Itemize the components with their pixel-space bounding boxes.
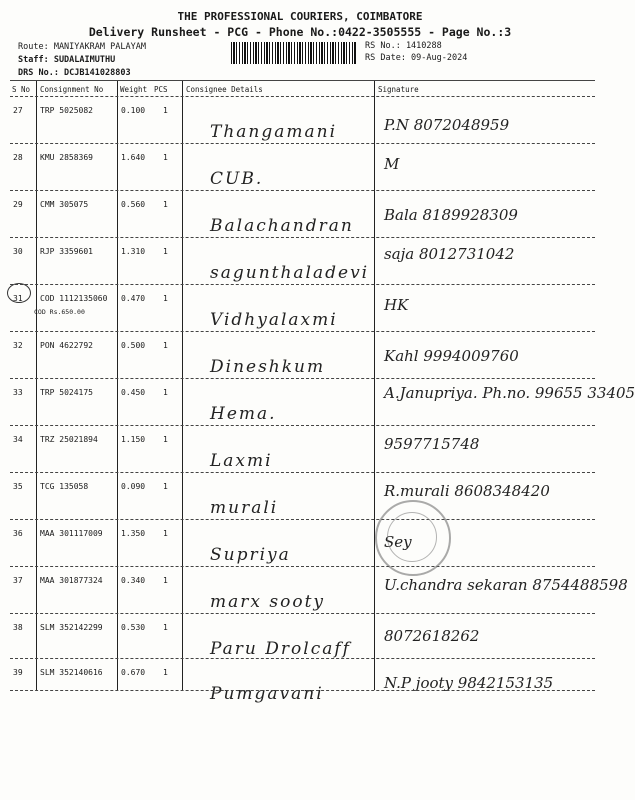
row-pcs: 1 — [163, 247, 168, 256]
staff-label: Staff: SUDALAIMUTHU — [18, 55, 116, 65]
runsheet-title: Delivery Runsheet - PCG - Phone No.:0422-3505555 - Page No.:3 — [88, 25, 512, 39]
row-signature: Bala 8189928309 — [384, 206, 518, 224]
row-pcs: 1 — [163, 388, 168, 397]
row-consignment-no: COD 1112135060 — [40, 294, 108, 303]
column-divider — [36, 80, 37, 690]
row-sno: 28 — [13, 153, 23, 162]
column-header-sno: S No — [12, 85, 31, 94]
row-signature: P.N 8072048959 — [384, 116, 510, 134]
row-weight: 1.640 — [121, 153, 146, 162]
cod-circle — [7, 283, 31, 303]
row-pcs: 1 — [163, 529, 168, 538]
row-signature: Kahl 9994009760 — [384, 347, 519, 365]
row-signature: U.chandra sekaran 8754488598 — [384, 576, 628, 594]
row-weight: 0.450 — [121, 388, 146, 397]
row-consignee: Laxmi — [210, 451, 273, 471]
row-consignment-no: TRP 5025082 — [40, 106, 93, 115]
row-signature: 8072618262 — [384, 627, 480, 645]
row-pcs: 1 — [163, 623, 168, 632]
column-divider — [117, 80, 118, 690]
row-consignee: Dineshkum — [210, 357, 326, 377]
row-weight: 0.090 — [121, 482, 146, 491]
row-consignee: Vidhyalaxmi — [210, 310, 338, 330]
row-consignment-no: TRZ 25021894 — [40, 435, 98, 444]
row-sno: 29 — [13, 200, 23, 209]
row-weight: 0.470 — [121, 294, 146, 303]
row-weight: 1.350 — [121, 529, 146, 538]
row-pcs: 1 — [163, 668, 168, 677]
column-header-consignee: Consignee Details — [186, 85, 263, 94]
row-signature: R.murali 8608348420 — [384, 482, 550, 500]
row-signature: Sey — [384, 533, 412, 551]
rs-number: RS No.: 1410288 — [365, 41, 442, 51]
row-pcs: 1 — [163, 153, 168, 162]
row-sno: 27 — [13, 106, 23, 115]
route-label: Route: MANIYAKRAM PALAYAM — [18, 42, 146, 52]
row-consignee: murali — [210, 498, 279, 518]
row-sno: 34 — [13, 435, 23, 444]
barcode — [231, 42, 356, 64]
column-header-pcs: PCS — [154, 85, 168, 94]
row-sno: 36 — [13, 529, 23, 538]
row-weight: 0.670 — [121, 668, 146, 677]
row-divider — [10, 613, 595, 614]
company-stamp — [375, 500, 451, 576]
row-signature: saja 8012731042 — [384, 245, 515, 263]
row-consignee: Balachandran — [210, 216, 354, 236]
row-consignee: Paru Drolcaff — [210, 639, 351, 659]
row-consignment-no: MAA 301117009 — [40, 529, 103, 538]
header-rule — [10, 80, 595, 81]
row-consignee: sagunthaladevi — [210, 263, 370, 283]
row-pcs: 1 — [163, 482, 168, 491]
row-consignment-no: KMU 2858369 — [40, 153, 93, 162]
row-consignment-no: RJP 3359601 — [40, 247, 93, 256]
row-pcs: 1 — [163, 435, 168, 444]
company-title: THE PROFESSIONAL COURIERS, COIMBATORE — [177, 10, 423, 23]
row-pcs: 1 — [163, 106, 168, 115]
row-signature: 9597715748 — [384, 435, 480, 453]
row-sno: 32 — [13, 341, 23, 350]
row-sno: 37 — [13, 576, 23, 585]
row-consignee: Thangamani — [210, 122, 338, 142]
row-divider — [10, 566, 595, 567]
row-divider — [10, 284, 595, 285]
row-divider — [10, 519, 595, 520]
row-divider — [10, 190, 595, 191]
row-pcs: 1 — [163, 341, 168, 350]
row-weight: 0.530 — [121, 623, 146, 632]
row-signature: A.Janupriya. Ph.no. 99655 33405 — [384, 384, 635, 402]
row-consignment-no: CMM 305075 — [40, 200, 89, 209]
row-sno: 35 — [13, 482, 23, 491]
row-weight: 0.340 — [121, 576, 146, 585]
column-header-signature: Signature — [378, 85, 419, 94]
row-pcs: 1 — [163, 294, 168, 303]
row-consignment-no: PON 4622792 — [40, 341, 93, 350]
row-pcs: 1 — [163, 200, 168, 209]
row-consignee: marx sooty — [210, 592, 326, 612]
row-divider — [10, 690, 595, 691]
row-divider — [10, 472, 595, 473]
row-divider — [10, 237, 595, 238]
row-consignment-no: TRP 5024175 — [40, 388, 93, 397]
header-rule — [10, 96, 595, 97]
row-consignee: Hema. — [210, 404, 277, 424]
row-divider — [10, 143, 595, 144]
row-divider — [10, 658, 595, 659]
row-consignee: Pumgavani — [210, 684, 324, 704]
row-signature: HK — [384, 296, 409, 314]
row-weight: 1.310 — [121, 247, 146, 256]
column-header-consignment: Consignment No — [40, 85, 104, 94]
row-sno: 30 — [13, 247, 23, 256]
rs-date: RS Date: 09-Aug-2024 — [365, 53, 468, 63]
row-consignee: Supriya — [210, 545, 291, 565]
row-consignment-no: SLM 352140616 — [40, 668, 103, 677]
row-sno: 39 — [13, 668, 23, 677]
row-signature: M — [384, 155, 400, 173]
column-divider — [182, 80, 183, 690]
row-consignment-no: MAA 301877324 — [40, 576, 103, 585]
row-consignment-no: SLM 352142299 — [40, 623, 103, 632]
row-consignment-no: TCG 135058 — [40, 482, 89, 491]
row-sno: 33 — [13, 388, 23, 397]
row-divider — [10, 378, 595, 379]
row-consignee: CUB. — [210, 169, 264, 189]
row-weight: 1.150 — [121, 435, 146, 444]
row-cod-note: COD Rs.650.00 — [34, 308, 85, 316]
row-weight: 0.500 — [121, 341, 146, 350]
column-divider — [374, 80, 375, 690]
row-weight: 0.560 — [121, 200, 146, 209]
row-divider — [10, 331, 595, 332]
row-signature: N.P jooty 9842153135 — [384, 674, 554, 692]
row-divider — [10, 425, 595, 426]
row-sno: 31 — [13, 294, 23, 303]
row-sno: 38 — [13, 623, 23, 632]
row-pcs: 1 — [163, 576, 168, 585]
column-header-weight: Weight — [120, 85, 148, 94]
drs-label: DRS No.: DCJB141028803 — [18, 68, 131, 78]
row-weight: 0.100 — [121, 106, 146, 115]
